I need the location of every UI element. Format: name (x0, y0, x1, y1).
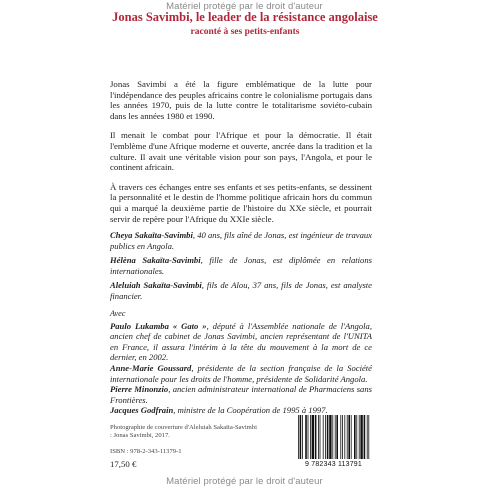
barcode-bar (323, 415, 324, 459)
author-name: Hélèna Sakaïta-Savimbi (110, 255, 201, 266)
barcode-bar (312, 415, 314, 459)
barcode-bar (340, 415, 341, 459)
barcode-digits: 9 782343 113791 (305, 461, 362, 468)
contributor-desc: , député à l'Assemblée nationale de l'Angola, ancien chef de cabinet de Jonas Savimbi, ancien représentant de l'UNITA en France, il assura l'intérim à la tête du mouvement à la mort de ce dernier, en 2002. (110, 320, 372, 363)
barcode-bar (336, 415, 338, 459)
barcode-bar (360, 415, 362, 459)
watermark-bottom: Matériel protégé par le droit d'auteur (166, 476, 323, 487)
barcode-bar (342, 415, 343, 459)
book-title: Jonas Savimbi, le leader de la résistance angolaise (112, 10, 378, 24)
book-subtitle: raconté à ses petits-enfants (190, 27, 300, 37)
contributors-list (110, 309, 372, 416)
contributor-entry (110, 363, 372, 384)
barcode-bar (348, 415, 350, 459)
isbn: ISBN : 978-2-343-11379-1 (110, 448, 182, 455)
barcode-bar (310, 415, 311, 459)
barcode-bars (297, 415, 370, 461)
price: 17,50 € (110, 459, 137, 469)
author-entry (110, 230, 372, 251)
contributor-name: Jacques Godfrain (110, 405, 174, 416)
barcode-bar (368, 415, 369, 459)
contributor-entry (110, 321, 372, 363)
author-desc: , 40 ans, fils aîné de Jonas, est ingénieur de travaux publics en Angola. (110, 230, 372, 251)
barcode-bar (315, 415, 317, 459)
intro-text (110, 79, 372, 233)
barcode-bar (302, 415, 303, 459)
contributor-name: Anne-Marie Goussard (110, 362, 192, 373)
barcode-bar (308, 415, 309, 459)
back-cover (110, 0, 380, 489)
barcode-bar (325, 415, 326, 459)
cover-photo-credit: Photographie de couverture d'Aleluiah Sakaïta-Savimbi : Jonas Savimbi, 2017. (110, 424, 257, 439)
barcode-bar (356, 415, 357, 459)
intro-paragraph: À travers ces échanges entre ses enfants et ses petits-enfants, se dessinent la personnalité et le destin de l'homme politique africain hors du commun qui a marqué la deuxième partie de l'histoire du XXe siècle, et pourrait servir de repère pour l'Afrique du XXIe siècle. (110, 181, 372, 224)
barcode-bar (332, 415, 333, 459)
contributor-name: Paulo Lukamba « Gato » (110, 320, 207, 331)
contributors-label: Avec (110, 309, 126, 318)
barcode-bar (351, 415, 352, 459)
barcode-bar (298, 415, 299, 459)
barcode (294, 413, 373, 473)
intro-paragraph: Il menait le combat pour l'Afrique et pour la démocratie. Il était l'emblème d'une Afrique moderne et ouverte, ancrée dans la tradition et la culture. Il avait une véritable vision pour son pays, l'Angola, et pour le continent africain. (110, 130, 372, 173)
author-entry (110, 280, 372, 301)
barcode-bar (320, 415, 321, 459)
contributor-name: Pierre Minonzio (110, 384, 169, 395)
barcode-bar (327, 415, 329, 459)
barcode-bar (359, 415, 360, 459)
author-desc: , fille de Jonas, est diplômée en relations internationales. (110, 255, 372, 276)
barcode-bar (318, 415, 319, 459)
barcode-bar (347, 415, 348, 459)
intro-paragraph: Jonas Savimbi a été la figure emblématique de la lutte pour l'indépendance des peuples africains contre le colonialisme portugais dans les années 1970, puis de la lutte contre le totalitarisme soviéto-cubain dans les années 1980 et 1990. (110, 79, 372, 121)
contributor-entry (110, 384, 372, 405)
barcode-bar (364, 415, 366, 459)
author-name: Aleluiah Sakaïta-Savimbi (110, 280, 202, 291)
barcode-bar (344, 415, 345, 459)
author-name: Cheya Sakaïta-Savimbi (110, 230, 193, 240)
watermark-top: Matériel protégé par le droit d'auteur (166, 1, 323, 12)
barcode-bar (335, 415, 336, 459)
author-desc: , fils de Alou, 37 ans, fils de Jonas, est analyste financier. (110, 280, 372, 301)
barcode-bar (354, 415, 356, 459)
contributor-desc: , présidente de la section française de la Société internationale pour les droits de l'homme, présidente de Solidarité Angola. (110, 362, 372, 384)
authors-list (110, 230, 372, 306)
barcode-bar (367, 415, 368, 459)
barcode-bar (305, 415, 307, 459)
contributor-desc: , ministre de la Coopération de 1995 à 1997. (173, 405, 328, 416)
author-entry (110, 255, 372, 276)
barcode-bar (300, 415, 302, 459)
contributor-desc: , ancien administrateur international de Pharmaciens sans Frontières. (110, 384, 372, 405)
barcode-bar (329, 415, 331, 459)
